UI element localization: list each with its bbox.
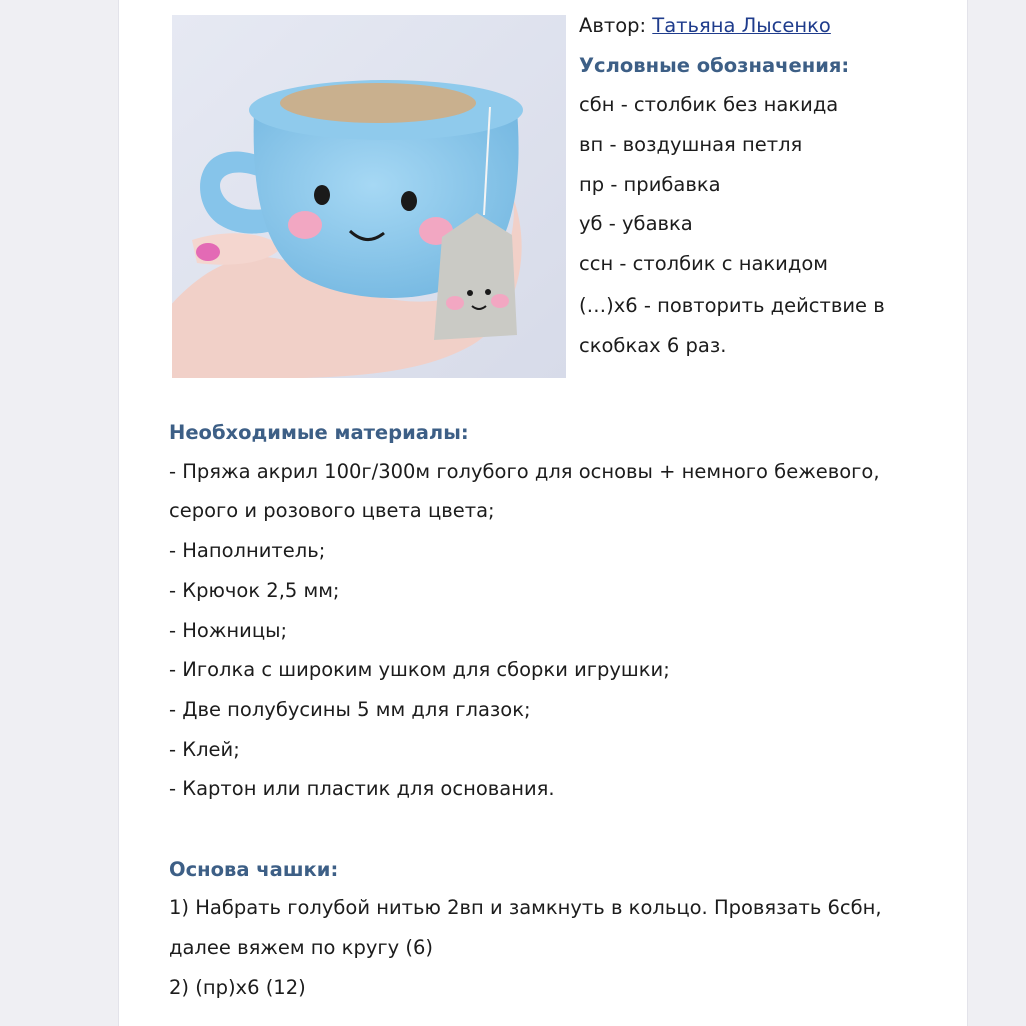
cup-filling [280, 83, 476, 123]
legend-item: (…)х6 - повторить действие в скобках 6 раз. [579, 293, 885, 357]
author-link[interactable]: Татьяна Лысенко [652, 14, 831, 37]
materials-item: - Наполнитель; [169, 539, 326, 563]
legend-column [579, 8, 969, 365]
tea-bag-eye-left [467, 290, 473, 296]
tea-bag-cheek-right [491, 294, 509, 308]
materials-item: - Крючок 2,5 мм; [169, 578, 340, 602]
legend-item: уб - убавка [579, 212, 693, 236]
legend-item: ссн - столбик с накидом [579, 252, 828, 276]
author-line [579, 8, 969, 48]
legend-item: вп - воздушная петля [579, 133, 803, 157]
materials-item: - Пряжа акрил 100г/300м голубого для основы + немного бежевого, серого и розового цвета цвета; [169, 459, 880, 523]
base-step: 2) (пр)х6 (12) [169, 975, 306, 999]
materials-heading: Необходимые материалы: [169, 421, 469, 444]
left-eye [314, 185, 330, 205]
materials-item: - Клей; [169, 737, 240, 761]
legend-item: сбн - столбик без накида [579, 93, 839, 117]
tea-bag-cheek-left [446, 296, 464, 310]
tea-bag-eye-right [485, 289, 491, 295]
materials-item: - Ножницы; [169, 618, 288, 642]
legend-item: пр - прибавка [579, 172, 721, 196]
article-body [169, 412, 909, 1008]
legend-heading: Условные обозначения: [579, 53, 850, 77]
base-step: 1) Набрать голубой нитью 2вп и замкнуть в кольцо. Провязать 6сбн, далее вяжем по кругу (6) [169, 896, 882, 960]
crochet-cup-photo [172, 15, 566, 378]
spacer [169, 809, 909, 849]
materials-item: - Картон или пластик для основания. [169, 777, 555, 801]
base-heading: Основа чашки: [169, 857, 339, 881]
left-cheek [288, 211, 322, 239]
crochet-cup-illustration [172, 15, 566, 378]
materials-item: - Две полубусины 5 мм для глазок; [169, 697, 531, 721]
author-label: Автор: [579, 14, 647, 37]
right-eye [401, 191, 417, 211]
fingernail [196, 243, 220, 261]
materials-item: - Иголка с широким ушком для сборки игрушки; [169, 658, 670, 682]
